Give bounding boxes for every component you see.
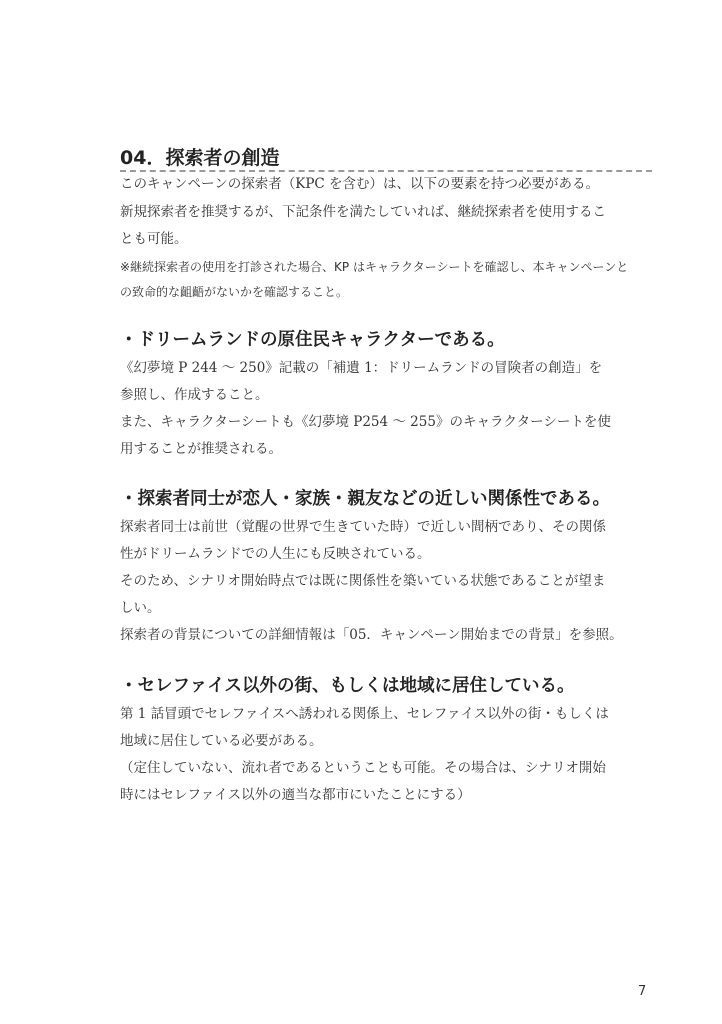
section-line: 時にはセレファイス以外の適当な都市にいたことにする）: [120, 787, 471, 803]
section-line: 《幻夢境 P 244 ～ 250》記載の「補遺 1：ドリームランドの冒険者の創造」を: [120, 360, 603, 376]
section-line: 探索者同士は前世（覚醒の世界で生きていた時）で近しい間柄であり、その関係: [120, 519, 606, 535]
section-line: 第 1 話冒頭でセレファイスへ誘われる関係上、セレファイス以外の街・もしくは: [120, 706, 609, 722]
intro-line: とも可能。: [120, 231, 188, 247]
section-line: 用することが推奨される。: [120, 441, 282, 457]
section-line: また、キャラクターシートも《幻夢境 P254 ～ 255》のキャラクターシートを使: [120, 414, 611, 430]
intro-line: このキャンペーンの探索者（KPC を含む）は、以下の要素を持つ必要がある。: [120, 176, 600, 192]
section-line: しい。: [120, 600, 161, 616]
section-line: （定住していない、流れ者であるということも可能。その場合は、シナリオ開始: [120, 760, 606, 776]
section-line: そのため、シナリオ開始時点では既に関係性を築いている状態であることが望ま: [120, 573, 606, 589]
section-line: 参照し、作成すること。: [120, 387, 269, 403]
section-line: 地域に居住している必要がある。: [120, 733, 323, 749]
section-title: 04．探索者の創造: [120, 147, 280, 169]
section-line: 性がドリームランドでの人生にも反映されている。: [120, 546, 431, 562]
section-line: 探索者の背景についての詳細情報は「05．キャンペーン開始までの背景」を参照。: [120, 627, 623, 643]
page-number: 7: [638, 984, 647, 999]
section-heading-dreamland-native: ・ドリームランドの原住民キャラクターである。: [120, 330, 505, 350]
intro-line: 新規探索者を推奨するが、下記条件を満たしていれば、継続探索者を使用するこ: [120, 204, 606, 220]
section-heading-residence: ・セレファイス以外の街、もしくは地域に居住している。: [120, 676, 575, 696]
section-title-underline: [120, 146, 652, 172]
intro-note-line: の致命的な齟齬がないかを確認すること。: [120, 285, 349, 299]
section-heading-close-relationship: ・探索者同士が恋人・家族・親友などの近しい関係性である。: [120, 489, 610, 509]
intro-note-line: ※継続探索者の使用を打診された場合、KP はキャラクターシートを確認し、本キャンペーンと: [120, 260, 629, 274]
